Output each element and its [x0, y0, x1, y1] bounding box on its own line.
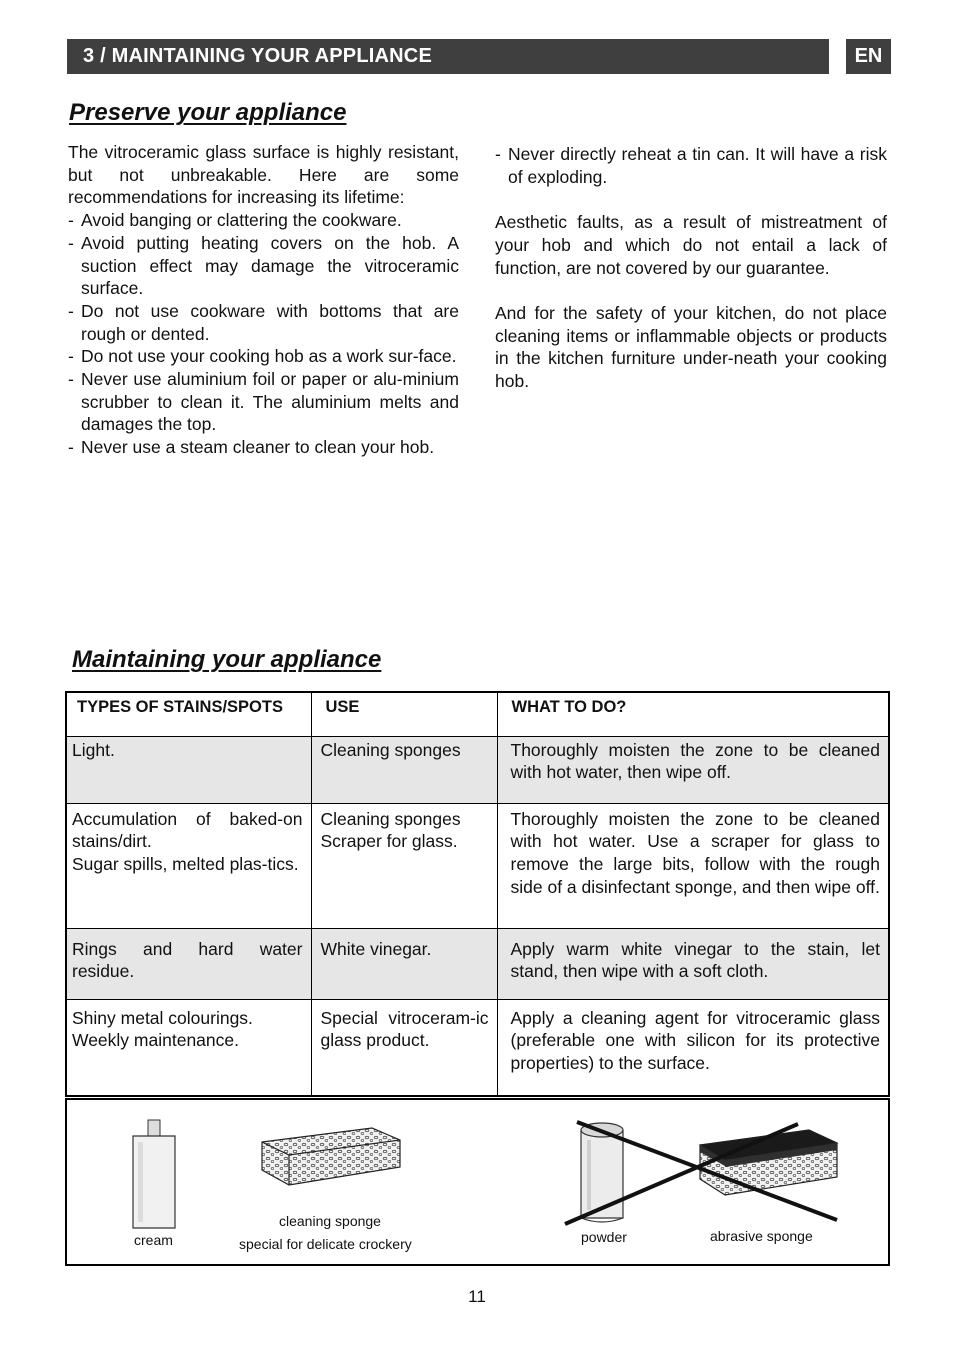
- safety-note: And for the safety of your kitchen, do not place cleaning items or inflammable objects or products in the kitchen furniture under-neath your cooking hob.: [495, 302, 887, 391]
- action-cell: Thoroughly moisten the zone to be cleaned with hot water. Use a scraper for glass to remove the large bits, follow with the rough side of a disinfectant sponge, and then wipe off.: [497, 803, 889, 928]
- stain-cell: Accumulation of baked-on stains/dirt. Sugar spills, melted plas-tics.: [66, 803, 311, 928]
- action-cell: Apply warm white vinegar to the stain, let stand, then wipe with a soft cloth.: [497, 928, 889, 999]
- list-item: - Avoid putting heating covers on the hob. A suction effect may damage the vitroceramic surface.: [68, 232, 459, 300]
- table-row: [66, 999, 889, 1096]
- list-item: - Never use aluminium foil or paper or alu-minium scrubber to clean it. The aluminium melts and damages the top.: [68, 368, 459, 436]
- recommendation-list-continued: [495, 143, 887, 188]
- powder-caption: powder: [581, 1229, 627, 1245]
- language-badge: EN: [846, 39, 891, 74]
- preserve-left-column: [68, 141, 459, 459]
- maintaining-title: Maintaining your appliance: [72, 646, 382, 673]
- recommendation-list: [68, 209, 459, 459]
- preserve-title: Preserve your appliance: [69, 99, 347, 126]
- sponge-note-caption: special for delicate crockery: [239, 1236, 412, 1252]
- list-item: - Do not use your cooking hob as a work sur-face.: [68, 345, 459, 368]
- table-row: [66, 803, 889, 928]
- preserve-intro: The vitroceramic glass surface is highly resistant, but not unbreakable. Here are some recommendations for increasing its lifetime:: [68, 142, 459, 208]
- list-item: - Never use a steam cleaner to clean your hob.: [68, 436, 459, 459]
- cleaning-sponge-caption: cleaning sponge: [279, 1213, 381, 1229]
- preserve-right-column: [495, 143, 887, 393]
- abrasive-sponge-icon: [700, 1130, 837, 1195]
- list-item: - Never directly reheat a tin can. It will have a risk of exploding.: [495, 143, 887, 188]
- use-cell: Special vitroceram-ic glass product.: [311, 999, 497, 1096]
- aesthetic-note: Aesthetic faults, as a result of mistreatment of your hob and which do not entail a lack of function, are not covered by our guarantee.: [495, 212, 887, 278]
- action-cell: Apply a cleaning agent for vitroceramic glass (preferable one with silicon for its protective properties) to the surface.: [497, 999, 889, 1096]
- cream-tube-icon: [133, 1120, 175, 1228]
- abrasive-sponge-caption: abrasive sponge: [710, 1228, 813, 1244]
- page-number: 11: [468, 1287, 486, 1306]
- list-item: - Do not use cookware with bottoms that are rough or dented.: [68, 300, 459, 345]
- column-header-stains: TYPES OF STAINS/SPOTS: [66, 692, 311, 736]
- stain-cell: Light.: [66, 736, 311, 803]
- table-row: [66, 928, 889, 999]
- cream-caption: cream: [134, 1232, 173, 1248]
- use-cell: White vinegar.: [311, 928, 497, 999]
- use-cell: Cleaning sponges Scraper for glass.: [311, 803, 497, 928]
- stain-cell: Rings and hard water residue.: [66, 928, 311, 999]
- column-header-use: USE: [311, 692, 497, 736]
- stain-care-table: [65, 691, 890, 1097]
- column-header-what-to-do: WHAT TO DO?: [497, 692, 889, 736]
- section-header: 3 / MAINTAINING YOUR APPLIANCE: [67, 39, 829, 74]
- list-item: - Avoid banging or clattering the cookware.: [68, 209, 459, 232]
- action-cell: Thoroughly moisten the zone to be cleaned with hot water, then wipe off.: [497, 736, 889, 803]
- table-row: [66, 736, 889, 803]
- cleaning-products-panel: [65, 1098, 890, 1266]
- stain-cell: Shiny metal colourings. Weekly maintenance.: [66, 999, 311, 1096]
- cleaning-sponge-icon: [262, 1128, 400, 1185]
- use-cell: Cleaning sponges: [311, 736, 497, 803]
